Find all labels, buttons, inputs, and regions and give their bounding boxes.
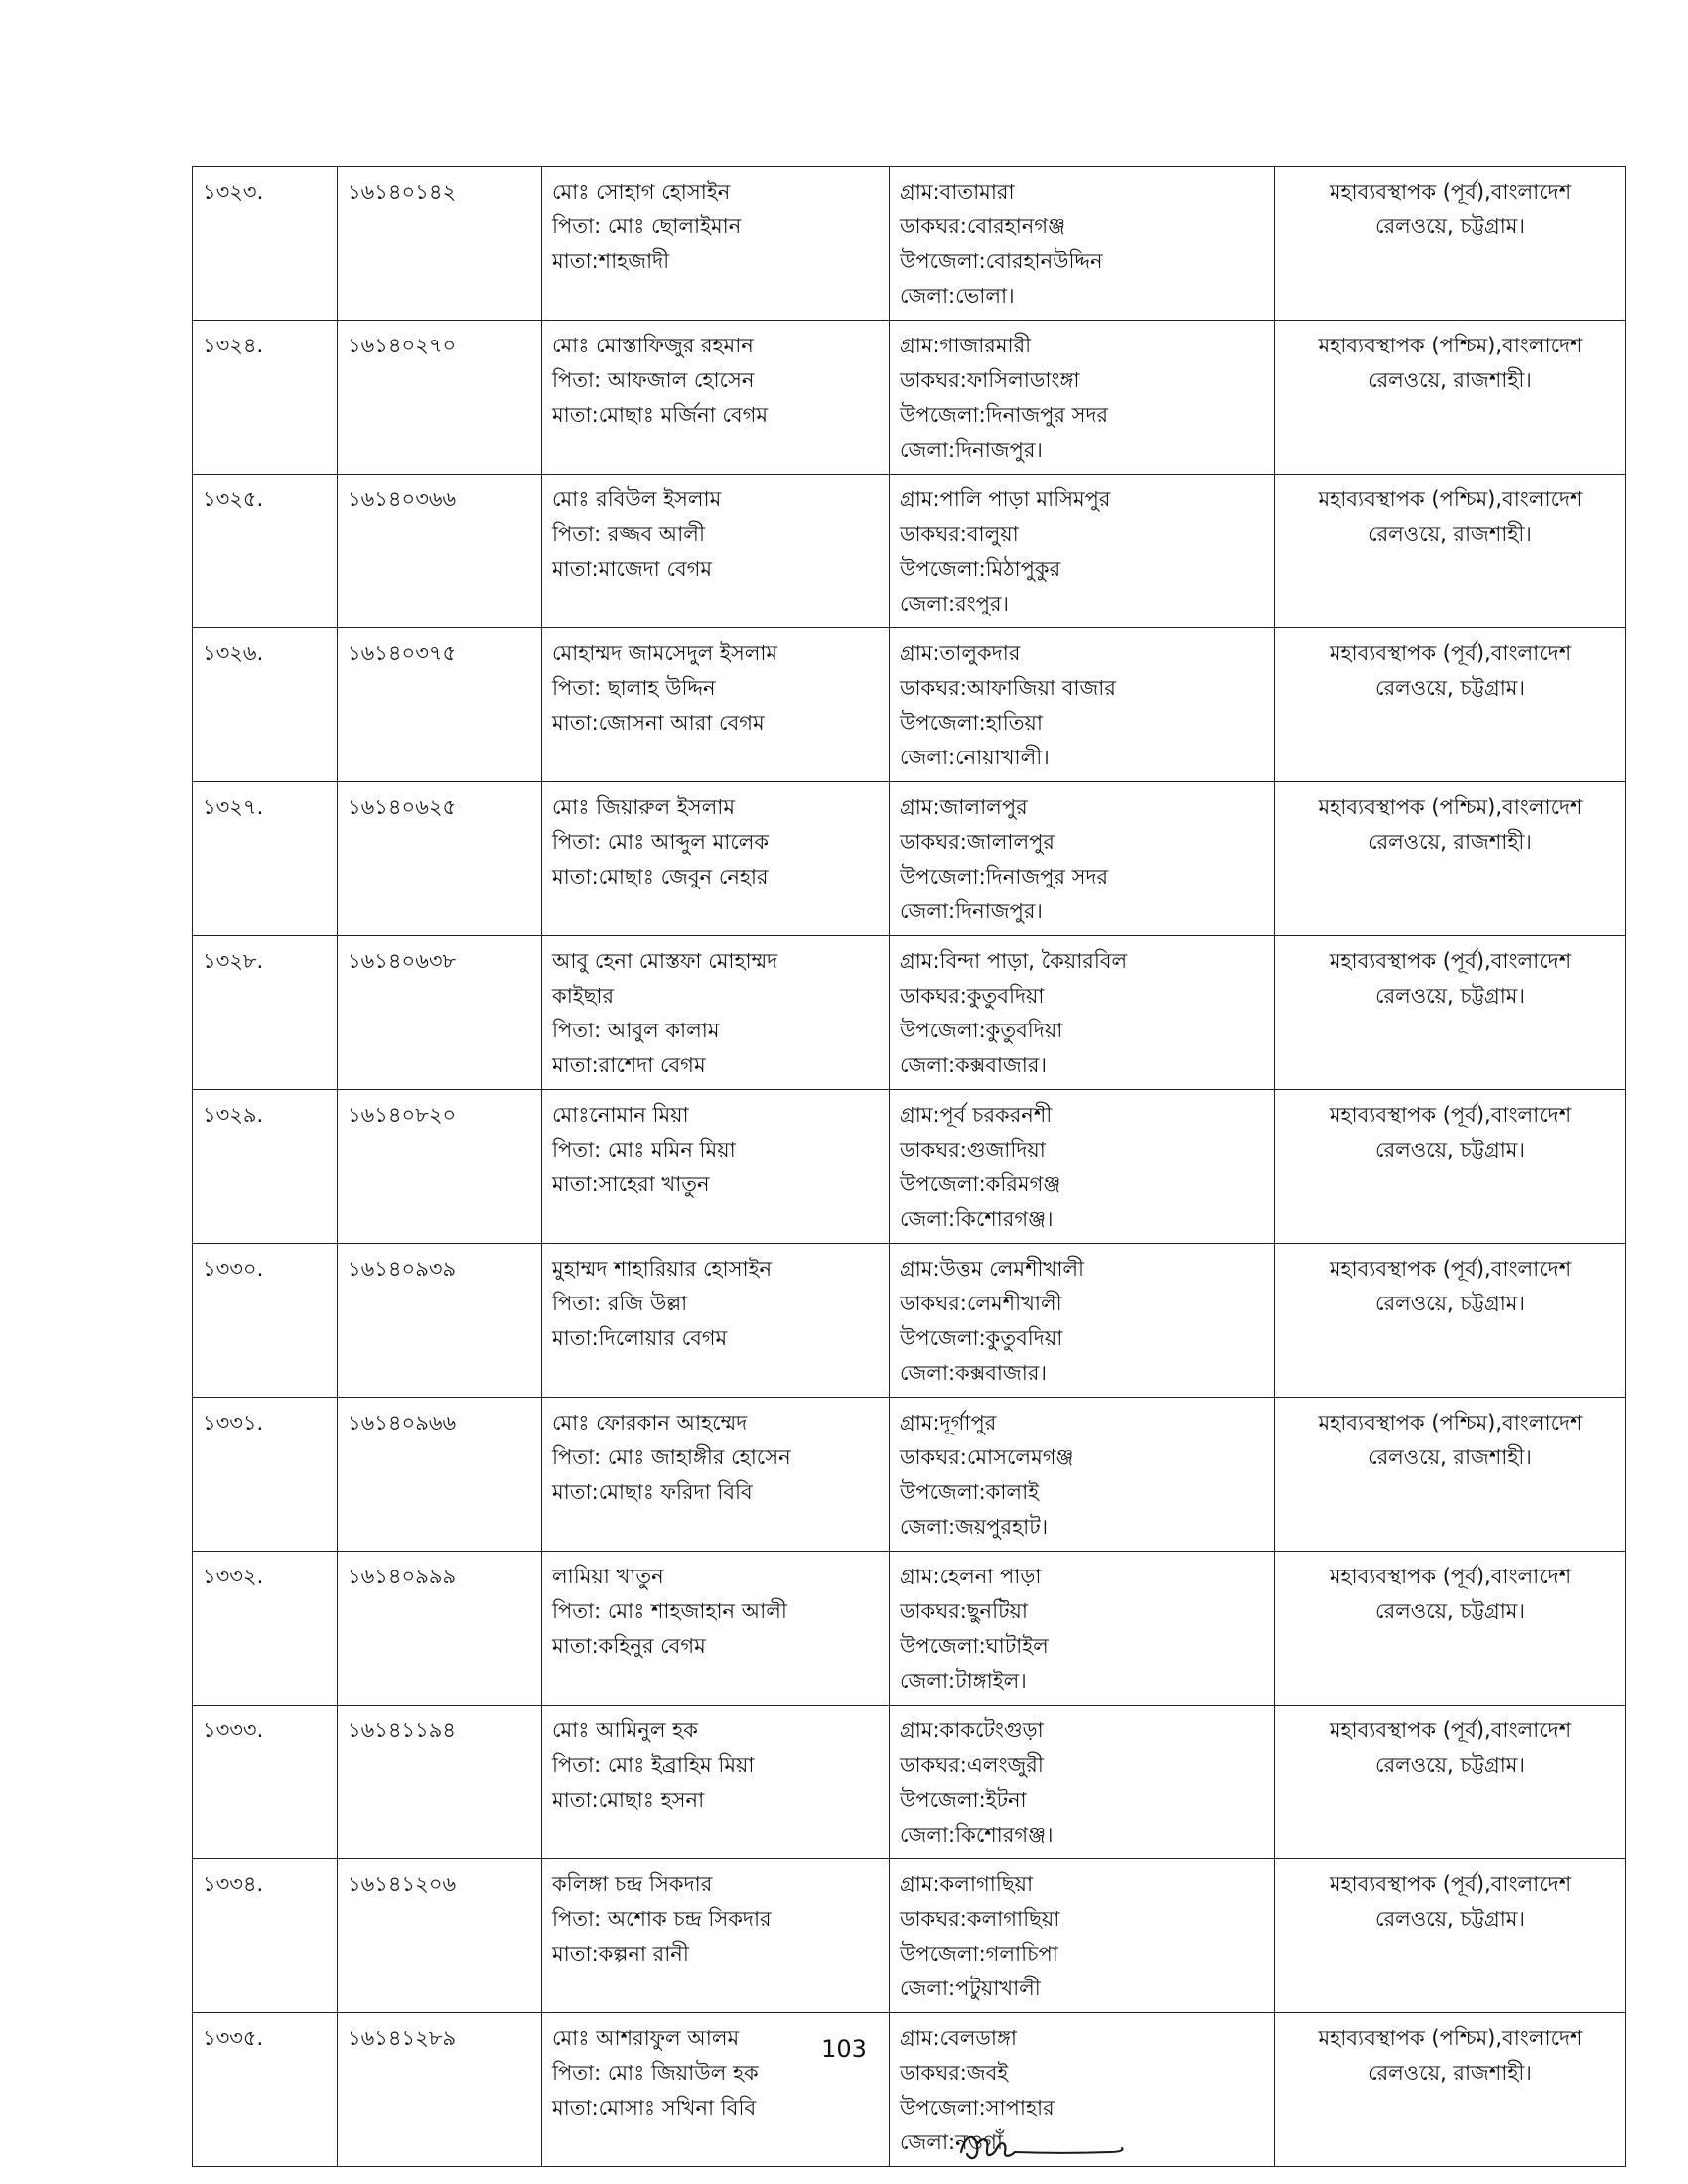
address-cell-line: গ্রাম:হেলনা পাড়া: [900, 1565, 1042, 1588]
name-cell: [542, 1244, 890, 1398]
name-cell-line: মাতা:মোছাঃ জেবুন নেহার: [552, 865, 769, 888]
office-cell: [1275, 1552, 1626, 1706]
address-cell-line: গ্রাম:পূর্ব চরকরনশী: [900, 1103, 1053, 1127]
address-cell-line: উপজেলা:মিঠাপুকুর: [900, 557, 1061, 581]
name-cell: [542, 321, 890, 475]
office-cell-line: মহাব্যবস্থাপক (পূর্ব),বাংলাদেশ: [1329, 641, 1572, 665]
name-cell-line: মাতা:মোসাঃ সখিনা বিবি: [552, 2096, 757, 2119]
office-cell-line: মহাব্যবস্থাপক (পূর্ব),বাংলাদেশ: [1329, 1257, 1572, 1281]
address-cell: [890, 321, 1275, 475]
address-cell: [890, 475, 1275, 628]
name-cell-line: আবু হেনা মোস্তফা মোহাম্মদ: [552, 949, 778, 973]
page-number: 103: [821, 2035, 867, 2063]
office-cell-line: মহাব্যবস্থাপক (পশ্চিম),বাংলাদেশ: [1318, 2026, 1583, 2050]
name-cell-line: পিতা: মোঃ ইব্রাহিম মিয়া: [552, 1753, 755, 1777]
roll-number-cell: ১৬১৪০৯৬৬: [338, 1398, 542, 1552]
office-cell-line: মহাব্যবস্থাপক (পশ্চিম),বাংলাদেশ: [1318, 1411, 1583, 1434]
address-cell-line: ডাকঘর:মোসলেমগঞ্জ: [900, 1445, 1074, 1469]
roll-number-cell: ১৬১৪০৩৬৬: [338, 475, 542, 628]
address-cell: [890, 628, 1275, 782]
office-cell-line: রেলওয়ে, রাজশাহী।: [1368, 830, 1532, 854]
name-cell-line: পিতা: মোঃ জাহাঙ্গীর হোসেন: [552, 1445, 791, 1469]
address-cell: [890, 1706, 1275, 1859]
address-cell-line: জেলা:নোয়াখালী।: [900, 746, 1050, 769]
address-cell-line: জেলা:কক্সবাজার।: [900, 1053, 1047, 1077]
address-cell: [890, 1398, 1275, 1552]
office-cell-line: মহাব্যবস্থাপক (পূর্ব),বাংলাদেশ: [1329, 1872, 1572, 1896]
address-cell-line: জেলা:রংপুর।: [900, 592, 1010, 615]
serial-cell: ১৩৩১.: [193, 1398, 338, 1552]
records-table: [192, 166, 1626, 2167]
roll-number-cell: ১৬১৪০৩৭৫: [338, 628, 542, 782]
office-cell-line: রেলওয়ে, রাজশাহী।: [1368, 522, 1532, 546]
name-cell: [542, 167, 890, 321]
address-cell-line: গ্রাম:তালুকদার: [900, 641, 1021, 665]
address-cell-line: ডাকঘর:বালুয়া: [900, 522, 1019, 546]
serial-cell: ১৩৩২.: [193, 1552, 338, 1706]
name-cell-line: পিতা: অশোক চন্দ্র সিকদার: [552, 1907, 772, 1931]
name-cell-line: লামিয়া খাতুন: [552, 1565, 664, 1588]
name-cell-line: মোহাম্মদ জামসেদুল ইসলাম: [552, 641, 778, 665]
name-cell-line: পিতা: মোঃ আব্দুল মালেক: [552, 830, 770, 854]
office-cell-line: মহাব্যবস্থাপক (পূর্ব),বাংলাদেশ: [1329, 1565, 1572, 1588]
address-cell-line: উপজেলা:কুতুবদিয়া: [900, 1019, 1063, 1042]
office-cell: [1275, 936, 1626, 1090]
office-cell-line: মহাব্যবস্থাপক (পশ্চিম),বাংলাদেশ: [1318, 795, 1583, 819]
address-cell-line: উপজেলা:ইটনা: [900, 1788, 1027, 1812]
office-cell: [1275, 1090, 1626, 1244]
name-cell-line: পিতা: মোঃ মমিন মিয়া: [552, 1138, 736, 1161]
name-cell-line: মুহাম্মদ শাহারিয়ার হোসাইন: [552, 1257, 773, 1281]
office-cell: [1275, 628, 1626, 782]
address-cell-line: গ্রাম:দূর্গাপুর: [900, 1411, 997, 1434]
address-cell: [890, 167, 1275, 321]
table-row: [193, 1244, 1626, 1398]
address-cell-line: জেলা:টাঙ্গাইল।: [900, 1669, 1027, 1693]
name-cell: [542, 782, 890, 936]
address-cell-line: উপজেলা:করিমগঞ্জ: [900, 1172, 1061, 1196]
name-cell-line: পিতা: রজ্জব আলী: [552, 522, 705, 546]
name-cell-line: কাইছার: [552, 984, 615, 1008]
office-cell-line: মহাব্যবস্থাপক (পূর্ব),বাংলাদেশ: [1329, 1718, 1572, 1742]
address-cell: [890, 936, 1275, 1090]
name-cell-line: মাতা:মোছাঃ হসনা: [552, 1788, 705, 1812]
name-cell-line: মাতা:কহিনুর বেগম: [552, 1634, 706, 1658]
name-cell-line: মোঃ আশরাফুল আলম: [552, 2026, 740, 2050]
table-row: [193, 936, 1626, 1090]
office-cell-line: মহাব্যবস্থাপক (পূর্ব),বাংলাদেশ: [1329, 1103, 1572, 1127]
roll-number-cell: ১৬১৪০৮২০: [338, 1090, 542, 1244]
table-row: [193, 475, 1626, 628]
address-cell-line: জেলা:পটুয়াখালী: [900, 1977, 1041, 2000]
name-cell-line: পিতা: মোঃ ছোলাইমান: [552, 214, 742, 238]
address-cell-line: গ্রাম:উত্তম লেমশীখালী: [900, 1257, 1085, 1281]
office-cell: [1275, 167, 1626, 321]
name-cell-line: মোঃ জিয়ারুল ইসলাম: [552, 795, 736, 819]
name-cell-line: মোঃ আমিনুল হক: [552, 1718, 698, 1742]
address-cell-line: ডাকঘর:গুজাদিয়া: [900, 1138, 1046, 1161]
address-cell: [890, 1552, 1275, 1706]
name-cell-line: কলিঙ্গা চন্দ্র সিকদার: [552, 1872, 713, 1896]
address-cell-line: গ্রাম:বিন্দা পাড়া, কৈয়ারবিল: [900, 949, 1128, 973]
office-cell: [1275, 1859, 1626, 2013]
address-cell-line: জেলা:নওগাঁ: [900, 2130, 1003, 2154]
office-cell-line: রেলওয়ে, চট্টগ্রাম।: [1375, 214, 1525, 238]
name-cell-line: পিতা: আফজাল হোসেন: [552, 368, 755, 392]
address-cell-line: জেলা:কিশোরগঞ্জ।: [900, 1823, 1054, 1846]
address-cell-line: উপজেলা:কুতুবদিয়া: [900, 1326, 1063, 1350]
serial-cell: ১৩২৩.: [193, 167, 338, 321]
office-cell-line: রেলওয়ে, রাজশাহী।: [1368, 1445, 1532, 1469]
roll-number-cell: ১৬১৪০৯৩৯: [338, 1244, 542, 1398]
name-cell-line: পিতা: রজি উল্লা: [552, 1292, 688, 1315]
name-cell-line: পিতা: মোঃ শাহজাহান আলী: [552, 1599, 787, 1623]
name-cell-line: মাতা:জোসনা আরা বেগম: [552, 711, 765, 735]
address-cell: [890, 1090, 1275, 1244]
address-cell-line: জেলা:ভোলা।: [900, 284, 1015, 308]
name-cell-line: মোঃ রবিউল ইসলাম: [552, 487, 722, 511]
address-cell-line: গ্রাম:কলাগাছিয়া: [900, 1872, 1034, 1896]
serial-cell: ১৩২৬.: [193, 628, 338, 782]
serial-cell: ১৩৩৩.: [193, 1706, 338, 1859]
address-cell-line: উপজেলা:বোরহানউদ্দিন: [900, 249, 1103, 273]
address-cell-line: গ্রাম:কাকটেংগুড়া: [900, 1718, 1044, 1742]
office-cell: [1275, 475, 1626, 628]
table-row: [193, 1706, 1626, 1859]
office-cell-line: রেলওয়ে, চট্টগ্রাম।: [1375, 984, 1525, 1008]
table-row: [193, 1552, 1626, 1706]
office-cell-line: রেলওয়ে, রাজশাহী।: [1368, 2061, 1532, 2085]
address-cell-line: গ্রাম:বেলডাঙ্গা: [900, 2026, 1017, 2050]
records-body: [193, 167, 1626, 2167]
name-cell: [542, 1552, 890, 1706]
roll-number-cell: ১৬১৪১২৮৯: [338, 2013, 542, 2167]
name-cell-line: মাতা:কল্পনা রানী: [552, 1942, 689, 1966]
office-cell: [1275, 1244, 1626, 1398]
signature: [953, 2122, 1162, 2172]
name-cell: [542, 628, 890, 782]
office-cell-line: রেলওয়ে, চট্টগ্রাম।: [1375, 1138, 1525, 1161]
address-cell-line: ডাকঘর:জবই: [900, 2061, 1009, 2085]
name-cell-line: মোঃনোমান মিয়া: [552, 1103, 689, 1127]
table-row: [193, 1398, 1626, 1552]
address-cell-line: উপজেলা:দিনাজপুর সদর: [900, 865, 1109, 888]
roll-number-cell: ১৬১৪১১৯৪: [338, 1706, 542, 1859]
address-cell-line: উপজেলা:সাপাহার: [900, 2096, 1055, 2119]
table-row: [193, 782, 1626, 936]
serial-cell: ১৩৩৫.: [193, 2013, 338, 2167]
roll-number-cell: ১৬১৪০৯৯৯: [338, 1552, 542, 1706]
serial-cell: ১৩২৪.: [193, 321, 338, 475]
address-cell: [890, 782, 1275, 936]
address-cell-line: জেলা:কিশোরগঞ্জ।: [900, 1207, 1054, 1231]
table-row: [193, 1859, 1626, 2013]
name-cell-line: মোঃ সোহাগ হোসাইন: [552, 180, 731, 204]
office-cell-line: মহাব্যবস্থাপক (পশ্চিম),বাংলাদেশ: [1318, 334, 1583, 357]
address-cell-line: গ্রাম:গাজারমারী: [900, 334, 1032, 357]
office-cell: [1275, 1398, 1626, 1552]
name-cell: [542, 1706, 890, 1859]
address-cell-line: উপজেলা:কালাই: [900, 1480, 1040, 1504]
name-cell-line: মাতা:শাহজাদী: [552, 249, 670, 273]
name-cell: [542, 936, 890, 1090]
name-cell: [542, 1859, 890, 2013]
address-cell-line: উপজেলা:গলাচিপা: [900, 1942, 1058, 1966]
serial-cell: ১৩২৭.: [193, 782, 338, 936]
office-cell: [1275, 1706, 1626, 1859]
address-cell-line: ডাকঘর:কুতুবদিয়া: [900, 984, 1045, 1008]
address-cell-line: জেলা:কক্সবাজার।: [900, 1361, 1047, 1385]
name-cell-line: মাতা:মোছাঃ মর্জিনা বেগম: [552, 403, 769, 427]
roll-number-cell: ১৬১৪১২০৬: [338, 1859, 542, 2013]
name-cell-line: পিতা: মোঃ জিয়াউল হক: [552, 2061, 759, 2085]
address-cell-line: জেলা:দিনাজপুর।: [900, 438, 1043, 462]
address-cell-line: উপজেলা:হাতিয়া: [900, 711, 1043, 735]
office-cell-line: রেলওয়ে, রাজশাহী।: [1368, 368, 1532, 392]
serial-cell: ১৩৩০.: [193, 1244, 338, 1398]
name-cell-line: মোঃ ফোরকান আহম্মেদ: [552, 1411, 748, 1434]
address-cell-line: জেলা:জয়পুরহাট।: [900, 1515, 1049, 1539]
serial-cell: ১৩২৯.: [193, 1090, 338, 1244]
office-cell-line: রেলওয়ে, চট্টগ্রাম।: [1375, 1907, 1525, 1931]
office-cell: [1275, 782, 1626, 936]
roll-number-cell: ১৬১৪০৬৩৮: [338, 936, 542, 1090]
address-cell-line: ডাকঘর:ছুনটিয়া: [900, 1599, 1029, 1623]
name-cell-line: মাতা:দিলোয়ার বেগম: [552, 1326, 728, 1350]
name-cell: [542, 1090, 890, 1244]
office-cell-line: রেলওয়ে, চট্টগ্রাম।: [1375, 1599, 1525, 1623]
name-cell-line: পিতা: ছালাহ উদ্দিন: [552, 676, 716, 700]
address-cell-line: ডাকঘর:লেমশীখালী: [900, 1292, 1062, 1315]
table-row: [193, 167, 1626, 321]
address-cell-line: উপজেলা:দিনাজপুর সদর: [900, 403, 1109, 427]
office-cell: [1275, 321, 1626, 475]
address-cell-line: ডাকঘর:জালালপুর: [900, 830, 1055, 854]
name-cell-line: মাতা:সাহেরা খাতুন: [552, 1172, 710, 1196]
office-cell-line: মহাব্যবস্থাপক (পূর্ব),বাংলাদেশ: [1329, 180, 1572, 204]
name-cell-line: মাতা:রাশেদা বেগম: [552, 1053, 706, 1077]
address-cell: [890, 1244, 1275, 1398]
address-cell-line: ডাকঘর:ফাসিলাডাংঙ্গা: [900, 368, 1080, 392]
address-cell-line: গ্রাম:বাতামারা: [900, 180, 1015, 204]
office-cell-line: মহাব্যবস্থাপক (পূর্ব),বাংলাদেশ: [1329, 949, 1572, 973]
table-row: [193, 321, 1626, 475]
serial-cell: ১৩২৮.: [193, 936, 338, 1090]
roll-number-cell: ১৬১৪০২৭০: [338, 321, 542, 475]
address-cell: [890, 1859, 1275, 2013]
name-cell: [542, 1398, 890, 1552]
roll-number-cell: ১৬১৪০৬২৫: [338, 782, 542, 936]
address-cell-line: ডাকঘর:বোরহানগঞ্জ: [900, 214, 1066, 238]
table-row: [193, 1090, 1626, 1244]
name-cell-line: পিতা: আবুল কালাম: [552, 1019, 720, 1042]
name-cell-line: মোঃ মোস্তাফিজুর রহমান: [552, 334, 754, 357]
roll-number-cell: ১৬১৪০১৪২: [338, 167, 542, 321]
table-row: [193, 628, 1626, 782]
serial-cell: ১৩৩৪.: [193, 1859, 338, 2013]
address-cell-line: গ্রাম:পালি পাড়া মাসিমপুর: [900, 487, 1111, 511]
office-cell-line: রেলওয়ে, চট্টগ্রাম।: [1375, 1753, 1525, 1777]
address-cell-line: ডাকঘর:কলাগাছিয়া: [900, 1907, 1060, 1931]
office-cell-line: মহাব্যবস্থাপক (পশ্চিম),বাংলাদেশ: [1318, 487, 1583, 511]
serial-cell: ১৩২৫.: [193, 475, 338, 628]
office-cell-line: রেলওয়ে, চট্টগ্রাম।: [1375, 676, 1525, 700]
name-cell-line: মাতা:মোছাঃ ফরিদা বিবি: [552, 1480, 753, 1504]
address-cell-line: ডাকঘর:এলংজুরী: [900, 1753, 1044, 1777]
name-cell: [542, 475, 890, 628]
address-cell-line: জেলা:দিনাজপুর।: [900, 899, 1043, 923]
name-cell-line: মাতা:মাজেদা বেগম: [552, 557, 713, 581]
address-cell-line: গ্রাম:জালালপুর: [900, 795, 1028, 819]
address-cell-line: উপজেলা:ঘাটাইল: [900, 1634, 1049, 1658]
office-cell-line: রেলওয়ে, চট্টগ্রাম।: [1375, 1292, 1525, 1315]
address-cell-line: ডাকঘর:আফাজিয়া বাজার: [900, 676, 1116, 700]
